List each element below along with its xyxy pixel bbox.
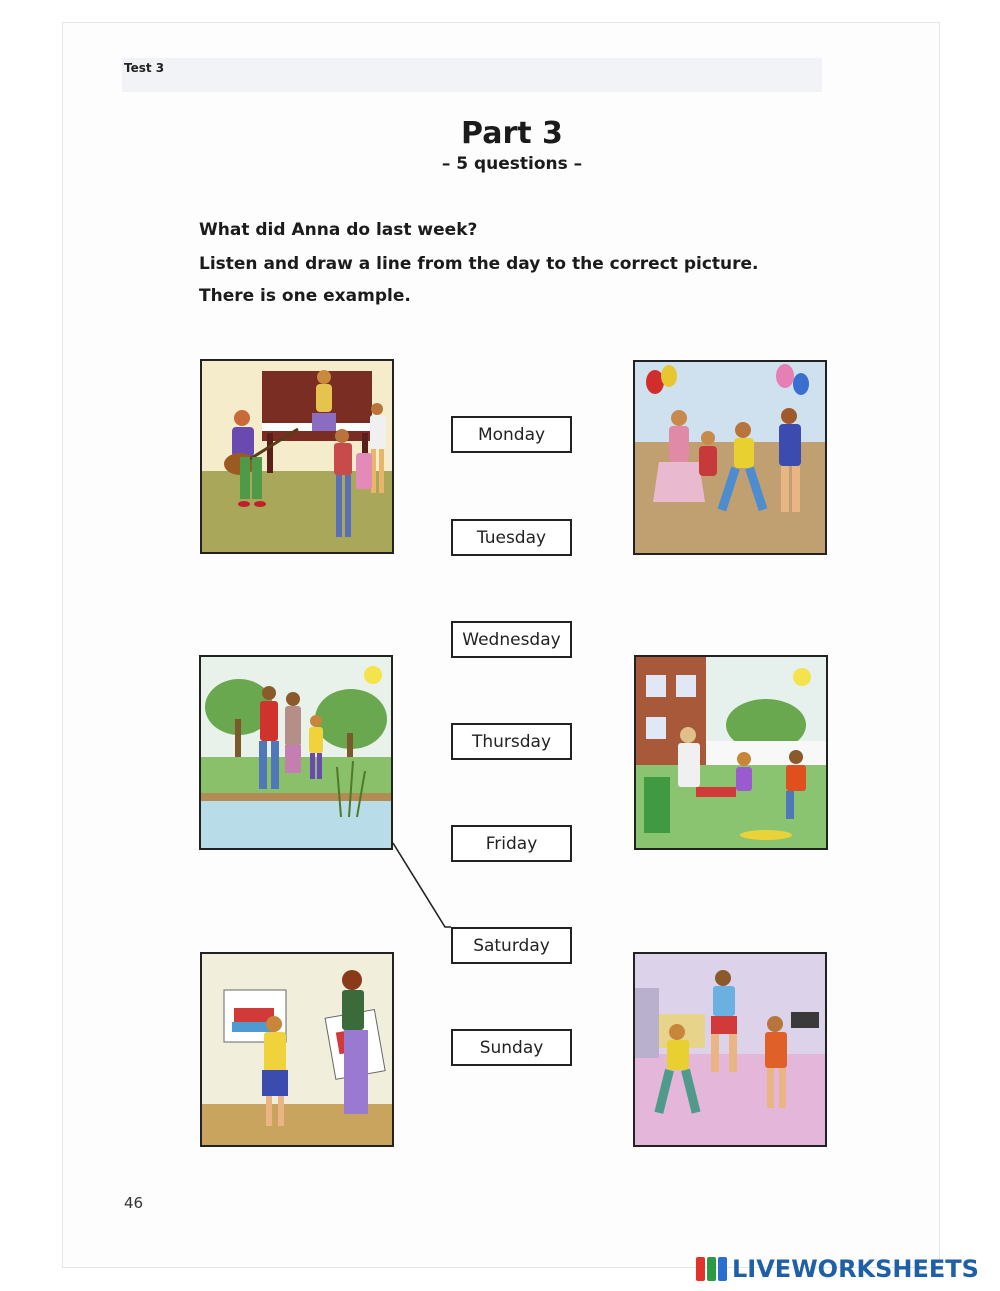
part-subtitle: – 5 questions – <box>441 154 583 174</box>
test-label: Test 3 <box>124 61 165 75</box>
day-saturday[interactable]: Saturday <box>451 927 572 964</box>
part-title: Part 3 <box>461 116 563 151</box>
day-wednesday[interactable]: Wednesday <box>451 621 572 658</box>
instruction-example: There is one example. <box>199 286 411 306</box>
river-walk-picture[interactable] <box>199 655 393 850</box>
watermark-text: LIVEWORKSHEETS <box>732 1255 979 1283</box>
day-thursday[interactable]: Thursday <box>451 723 572 760</box>
balloons-party-picture[interactable] <box>633 360 827 555</box>
day-sunday[interactable]: Sunday <box>451 1029 572 1066</box>
day-tuesday[interactable]: Tuesday <box>451 519 572 556</box>
dancing-picture[interactable] <box>633 952 827 1147</box>
instruction-task: Listen and draw a line from the day to the correct picture. <box>199 254 759 274</box>
garden-reading-picture[interactable] <box>634 655 828 850</box>
liveworksheets-watermark <box>696 1254 979 1284</box>
day-monday[interactable]: Monday <box>451 416 572 453</box>
guitar-piano-picture[interactable] <box>200 359 394 554</box>
painting-picture[interactable] <box>200 952 394 1147</box>
header-band <box>122 58 822 92</box>
page-number: 46 <box>124 1194 144 1212</box>
day-friday[interactable]: Friday <box>451 825 572 862</box>
liveworksheets-logo-icon <box>696 1257 729 1281</box>
instruction-question: What did Anna do last week? <box>199 220 478 240</box>
